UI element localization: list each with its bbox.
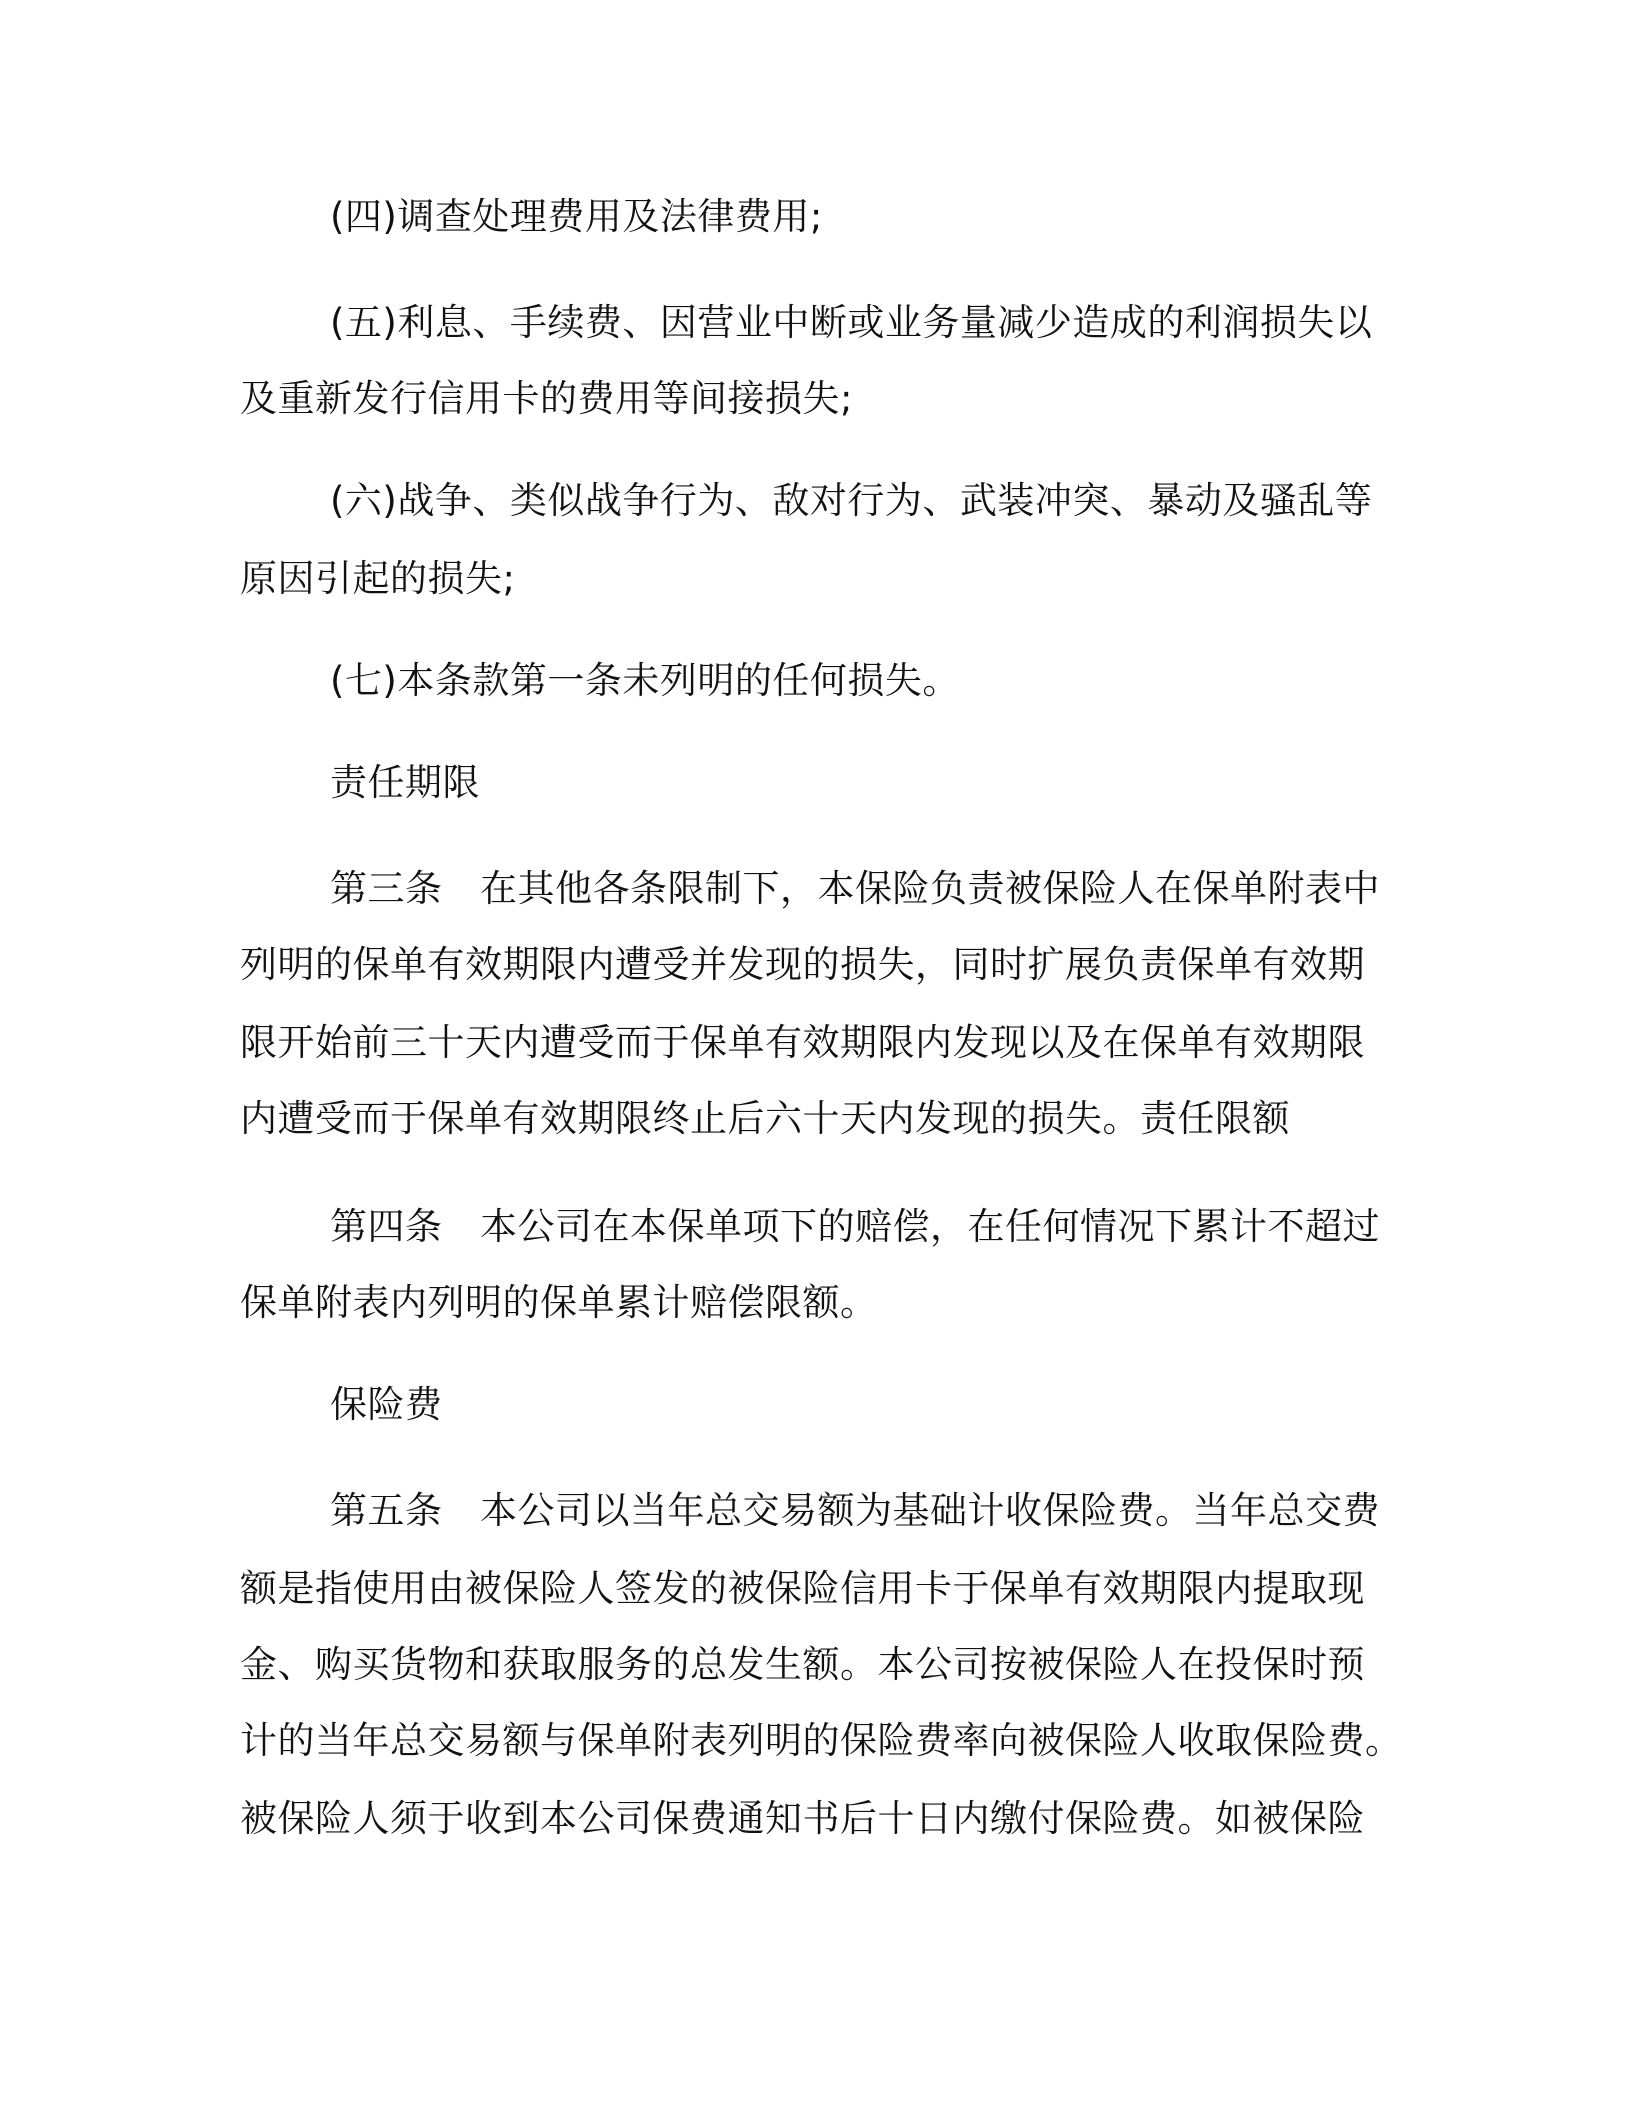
article-4-line-1: 第四条 本公司在本保单项下的赔偿，在任何情况下累计不超过 [330, 1205, 1380, 1248]
article-3-line-2: 列明的保单有效期限内遭受并发现的损失，同时扩展负责保单有效期 [240, 943, 1365, 986]
clause-item-6-line-2: 原因引起的损失; [240, 557, 516, 600]
article-3-line-3: 限开始前三十天内遭受而于保单有效期限内发现以及在保单有效期限 [240, 1021, 1365, 1064]
article-5-line-4: 计的当年总交易额与保单附表列明的保险费率向被保险人收取保险费。 [240, 1719, 1403, 1762]
article-3-line-1: 第三条 在其他各条限制下，本保险负责被保险人在保单附表中 [330, 867, 1380, 910]
clause-item-5-line-1: (五)利息、手续费、因营业中断或业务量减少造成的利润损失以 [330, 301, 1373, 344]
article-5-line-5: 被保险人须于收到本公司保费通知书后十日内缴付保险费。如被保险 [240, 1797, 1365, 1840]
article-5-line-3: 金、购买货物和获取服务的总发生额。本公司按被保险人在投保时预 [240, 1643, 1365, 1686]
clause-item-6-line-1: (六)战争、类似战争行为、敌对行为、武装冲突、暴动及骚乱等 [330, 479, 1373, 522]
article-5-line-2: 额是指使用由被保险人签发的被保险信用卡于保单有效期限内提取现 [240, 1567, 1365, 1610]
article-5-line-1: 第五条 本公司以当年总交易额为基础计收保险费。当年总交费 [330, 1489, 1380, 1532]
section-heading-liability-period: 责任期限 [330, 761, 480, 804]
section-heading-premium: 保险费 [330, 1383, 443, 1426]
article-4-line-2: 保单附表内列明的保单累计赔偿限额。 [240, 1281, 878, 1324]
clause-item-5-line-2: 及重新发行信用卡的费用等间接损失; [240, 377, 853, 420]
clause-item-7: (七)本条款第一条未列明的任何损失。 [330, 659, 960, 702]
clause-item-4: (四)调查处理费用及法律费用; [330, 195, 823, 238]
article-3-line-4: 内遭受而于保单有效期限终止后六十天内发现的损失。责任限额 [240, 1097, 1290, 1140]
